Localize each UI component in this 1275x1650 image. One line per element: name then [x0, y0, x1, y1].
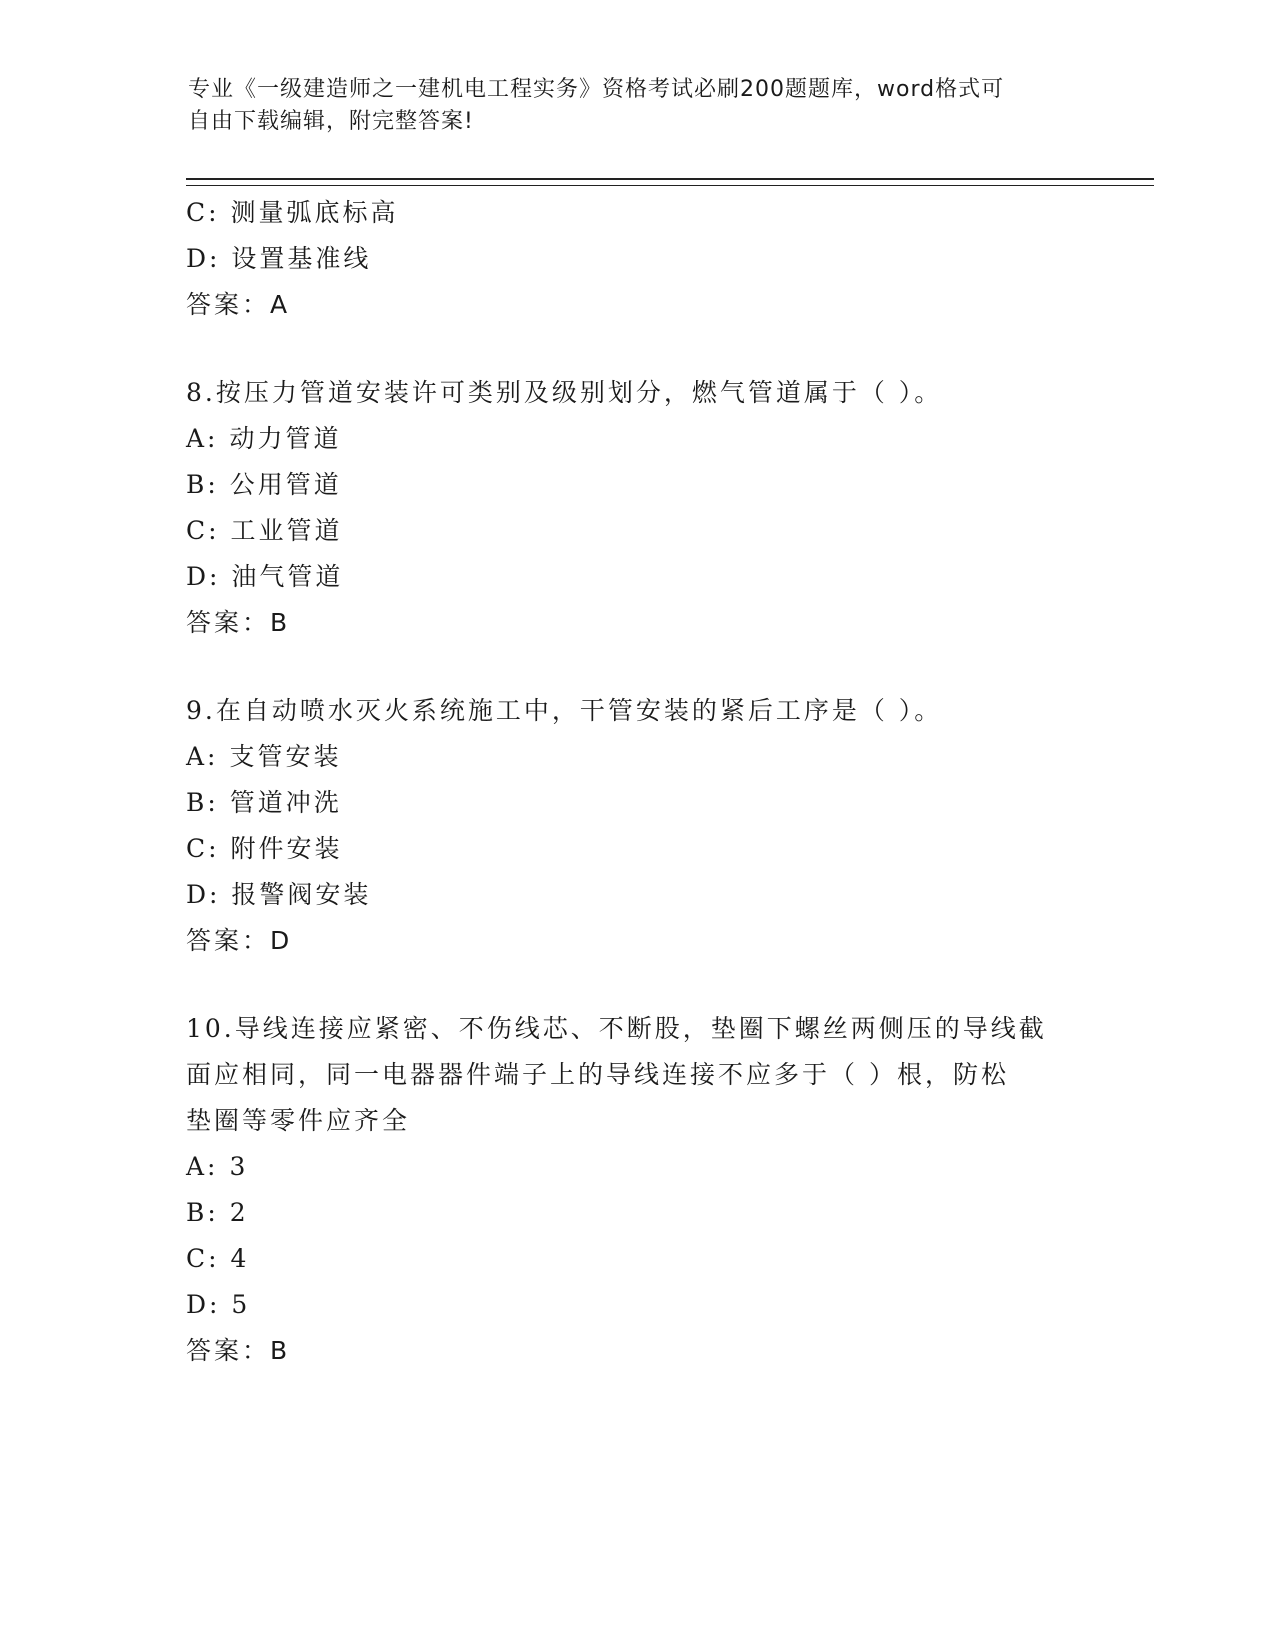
option-text: 管道冲洗: [229, 788, 342, 817]
option-text: 5: [231, 1290, 251, 1319]
option-letter: C:: [186, 198, 220, 227]
option-text: 公用管道: [229, 470, 342, 499]
option-text: 动力管道: [229, 424, 342, 453]
option-letter: C:: [186, 834, 220, 863]
option-text: 3: [229, 1152, 249, 1181]
option-c: [186, 826, 1086, 872]
option-b: [186, 780, 1086, 826]
option-c: [186, 1236, 1086, 1282]
option-a: [186, 416, 1086, 462]
option-text: 4: [230, 1244, 250, 1273]
option-d: [186, 236, 1086, 282]
option-text: 设置基准线: [231, 244, 372, 273]
page-header: [188, 74, 1088, 138]
answer: 答案：B: [186, 608, 291, 637]
question-stem: 9.在自动喷水灭火系统施工中，干管安装的紧后工序是（ ）。: [186, 696, 943, 725]
option-text: 工业管道: [230, 516, 343, 545]
option-c: [186, 190, 1086, 236]
option-letter: C:: [186, 1244, 220, 1273]
option-letter: D:: [186, 562, 221, 591]
header-divider: [186, 178, 1154, 186]
question-8: [186, 370, 1086, 646]
option-letter: B:: [186, 1198, 219, 1227]
question-10: [186, 1006, 1086, 1374]
option-text: 油气管道: [231, 562, 344, 591]
question-9: [186, 688, 1086, 964]
answer: 答案：A: [186, 290, 291, 319]
option-letter: B:: [186, 470, 219, 499]
option-letter: C:: [186, 516, 220, 545]
option-letter: D:: [186, 880, 221, 909]
option-text: 附件安装: [230, 834, 343, 863]
option-letter: A:: [186, 1152, 219, 1181]
option-a: [186, 1144, 1086, 1190]
option-letter: D:: [186, 244, 221, 273]
option-letter: A:: [186, 742, 219, 771]
question-stem-line-1: 10.导线连接应紧密、不伤线芯、不断股，垫圈下螺丝两侧压的导线截: [186, 1014, 1047, 1043]
option-a: [186, 734, 1086, 780]
option-text: 支管安装: [229, 742, 342, 771]
option-b: [186, 1190, 1086, 1236]
option-b: [186, 462, 1086, 508]
option-letter: A:: [186, 424, 219, 453]
option-letter: B:: [186, 788, 219, 817]
option-letter: D:: [186, 1290, 221, 1319]
option-d: [186, 1282, 1086, 1328]
header-line-2: 自由下载编辑，附完整答案!: [188, 109, 474, 134]
question-stem-line-3: 垫圈等零件应齐全: [186, 1106, 411, 1135]
option-d: [186, 872, 1086, 918]
question-7-tail: [186, 190, 1086, 328]
option-text: 测量弧底标高: [230, 198, 399, 227]
question-stem-line-2: 面应相同，同一电器器件端子上的导线连接不应多于（ ）根，防松: [186, 1060, 1009, 1089]
answer: 答案：B: [186, 1336, 291, 1365]
option-text: 2: [229, 1198, 249, 1227]
question-stem: 8.按压力管道安装许可类别及级别划分，燃气管道属于（ ）。: [186, 378, 943, 407]
option-text: 报警阀安装: [231, 880, 372, 909]
document-body: [186, 190, 1086, 1374]
option-d: [186, 554, 1086, 600]
header-line-1: 专业《一级建造师之一建机电工程实务》资格考试必刷200题题库，word格式可: [188, 77, 1005, 102]
option-c: [186, 508, 1086, 554]
answer: 答案：D: [186, 926, 293, 955]
